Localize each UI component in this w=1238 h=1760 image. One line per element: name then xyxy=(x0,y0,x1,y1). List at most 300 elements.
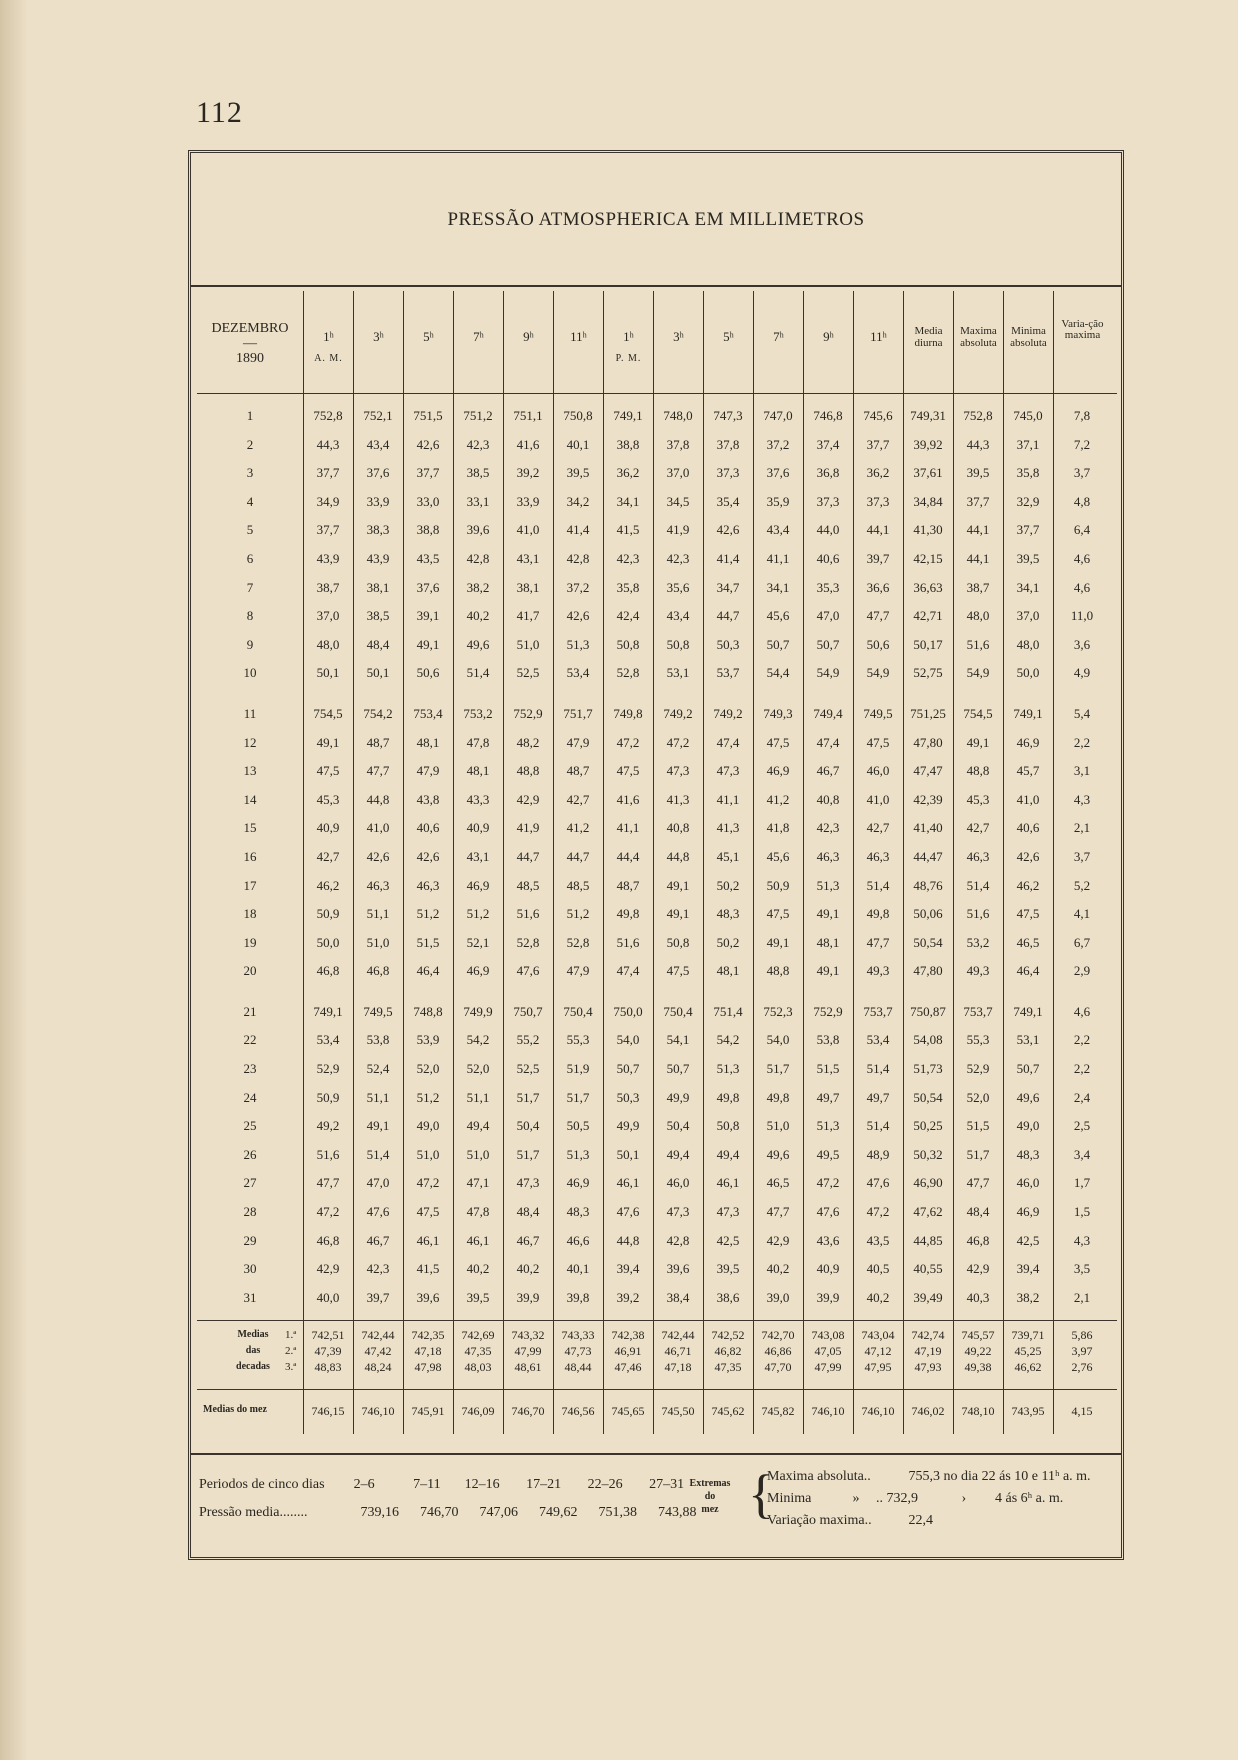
value-cell: 54,9 xyxy=(966,665,990,681)
value-cell: 40,6 xyxy=(416,820,440,836)
table-row xyxy=(197,1055,1117,1084)
pressure-row xyxy=(199,1505,714,1521)
table-row xyxy=(197,957,1117,986)
value-cell: 46,0 xyxy=(1016,1175,1040,1191)
decade-gap xyxy=(197,688,1117,700)
value-cell: 36,6 xyxy=(866,579,890,595)
value-cell: 4,9 xyxy=(1073,665,1091,681)
value-cell: 38,3 xyxy=(366,522,390,538)
value-cell: 753,2 xyxy=(463,705,493,721)
table-row xyxy=(197,631,1117,660)
value-cell: 49,8 xyxy=(716,1089,740,1105)
value-cell: 50,1 xyxy=(316,665,340,681)
value-cell: 46,9 xyxy=(1016,734,1040,750)
value-cell: 40,6 xyxy=(816,550,840,566)
value-cell: 39,5 xyxy=(1016,550,1040,566)
day-cell: 14 xyxy=(243,791,257,807)
value-cell: 4,1 xyxy=(1073,906,1091,922)
value-cell: 752,1 xyxy=(363,408,393,423)
extreme-max xyxy=(767,1467,1091,1487)
value-cell: 754,5 xyxy=(313,705,343,721)
value-cell: 48,3 xyxy=(716,906,740,922)
value-cell: 752,8 xyxy=(313,408,343,423)
value-cell: 39,5 xyxy=(566,465,590,481)
decade-average-value: 743,04 xyxy=(861,1328,895,1343)
value-cell: 49,7 xyxy=(866,1089,890,1105)
value-cell: 39,8 xyxy=(566,1289,590,1305)
value-cell: 54,1 xyxy=(666,1032,690,1048)
value-cell: 751,5 xyxy=(413,408,443,423)
value-cell: 46,8 xyxy=(316,963,340,979)
value-cell: 54,9 xyxy=(866,665,890,681)
header-hour-6-label: 11ʰ xyxy=(570,329,587,344)
value-cell: 50,6 xyxy=(866,636,890,652)
day-cell: 21 xyxy=(243,1003,257,1019)
value-cell: 43,9 xyxy=(316,550,340,566)
value-cell: 49,9 xyxy=(616,1118,640,1134)
value-cell: 2,1 xyxy=(1073,1289,1091,1305)
decade-average-value: 47,39 xyxy=(314,1344,342,1359)
value-cell: 36,2 xyxy=(866,465,890,481)
value-cell: 41,1 xyxy=(766,550,790,566)
day-cell: 18 xyxy=(243,906,257,922)
decade-average-value: 743,08 xyxy=(811,1328,845,1343)
value-cell: 50,54 xyxy=(913,1089,943,1105)
value-cell: 50,7 xyxy=(816,636,840,652)
value-cell: 40,2 xyxy=(516,1261,540,1277)
value-cell: 37,6 xyxy=(366,465,390,481)
value-cell: 39,7 xyxy=(366,1289,390,1305)
value-cell: 747,3 xyxy=(713,408,743,423)
column-rule xyxy=(653,394,654,1320)
value-cell: 44,1 xyxy=(966,550,990,566)
value-cell: 50,0 xyxy=(316,934,340,950)
value-cell: 47,2 xyxy=(816,1175,840,1191)
day-cell: 6 xyxy=(246,550,254,566)
value-cell: 39,49 xyxy=(913,1289,943,1305)
table-row xyxy=(197,516,1117,545)
pressure-5: 751,38 xyxy=(598,1505,637,1520)
monthly-average-value: 746,02 xyxy=(911,1404,945,1419)
decade-average-value: 743,32 xyxy=(511,1328,545,1343)
value-cell: 41,5 xyxy=(616,522,640,538)
day-cell: 31 xyxy=(243,1289,257,1305)
title-box xyxy=(191,153,1121,287)
value-cell: 50,3 xyxy=(716,636,740,652)
value-cell: 4,3 xyxy=(1073,1232,1091,1248)
header-month xyxy=(197,291,303,393)
value-cell: 749,1 xyxy=(313,1003,343,1019)
value-cell: 35,3 xyxy=(816,579,840,595)
value-cell: 51,3 xyxy=(816,877,840,893)
value-cell: 39,5 xyxy=(716,1261,740,1277)
day-cell: 27 xyxy=(243,1175,257,1191)
value-cell: 3,4 xyxy=(1073,1146,1091,1162)
value-cell: 34,84 xyxy=(913,493,943,509)
value-cell: 34,1 xyxy=(766,579,790,595)
table-row xyxy=(197,757,1117,786)
value-cell: 52,4 xyxy=(366,1061,390,1077)
column-rule xyxy=(903,394,904,1320)
value-cell: 37,0 xyxy=(1016,608,1040,624)
header-hour-8 xyxy=(653,291,703,393)
value-cell: 745,0 xyxy=(1013,408,1043,423)
value-cell: 55,3 xyxy=(966,1032,990,1048)
value-cell: 51,3 xyxy=(566,636,590,652)
column-rule xyxy=(353,1390,354,1434)
value-cell: 2,5 xyxy=(1073,1118,1091,1134)
value-cell: 47,3 xyxy=(716,1204,740,1220)
value-cell: 53,8 xyxy=(816,1032,840,1048)
decade-average-value: 48,61 xyxy=(514,1360,542,1375)
value-cell: 49,4 xyxy=(666,1146,690,1162)
table-row xyxy=(197,786,1117,815)
value-cell: 4,8 xyxy=(1073,493,1091,509)
value-cell: 44,8 xyxy=(666,848,690,864)
decade-average-value: 742,69 xyxy=(461,1328,495,1343)
monthly-average-value: 746,10 xyxy=(861,1404,895,1419)
value-cell: 753,4 xyxy=(413,705,443,721)
value-cell: 752,9 xyxy=(813,1003,843,1019)
value-cell: 37,7 xyxy=(866,436,890,452)
value-cell: 46,3 xyxy=(366,877,390,893)
decade-average-column xyxy=(853,1327,903,1375)
value-cell: 41,0 xyxy=(516,522,540,538)
value-cell: 51,3 xyxy=(816,1118,840,1134)
value-cell: 49,8 xyxy=(766,1089,790,1105)
value-cell: 54,9 xyxy=(816,665,840,681)
value-cell: 37,3 xyxy=(716,465,740,481)
column-rule xyxy=(953,394,954,1320)
value-cell: 48,0 xyxy=(1016,636,1040,652)
day-cell: 9 xyxy=(246,636,254,652)
value-cell: 39,1 xyxy=(416,608,440,624)
value-cell: 50,32 xyxy=(913,1146,943,1162)
value-cell: 46,7 xyxy=(516,1232,540,1248)
decade-average-value: 742,38 xyxy=(611,1328,645,1343)
value-cell: 749,1 xyxy=(1013,705,1043,721)
value-cell: 39,9 xyxy=(516,1289,540,1305)
day-cell: 13 xyxy=(243,763,257,779)
value-cell: 41,0 xyxy=(366,820,390,836)
column-rule xyxy=(703,1321,704,1389)
value-cell: 48,7 xyxy=(566,763,590,779)
value-cell: 48,3 xyxy=(566,1204,590,1220)
decade-average-value: 47,35 xyxy=(464,1344,492,1359)
value-cell: 52,8 xyxy=(566,934,590,950)
header-hour-1-period: A. M. xyxy=(314,353,343,364)
header-hour-9-label: 5ʰ xyxy=(723,329,734,344)
value-cell: 749,1 xyxy=(1013,1003,1043,1019)
value-cell: 42,9 xyxy=(316,1261,340,1277)
value-cell: 51,6 xyxy=(616,934,640,950)
value-cell: 52,0 xyxy=(416,1061,440,1077)
max-value: 755,3 no dia 22 ás 10 e 11ʰ a. m. xyxy=(908,1469,1091,1484)
value-cell: 47,7 xyxy=(866,608,890,624)
decade-average-column xyxy=(753,1327,803,1375)
value-cell: 51,1 xyxy=(366,906,390,922)
value-cell: 32,9 xyxy=(1016,493,1040,509)
value-cell: 53,4 xyxy=(566,665,590,681)
value-cell: 40,8 xyxy=(816,791,840,807)
value-cell: 48,8 xyxy=(516,763,540,779)
decade-average-value: 47,05 xyxy=(814,1344,842,1359)
value-cell: 51,3 xyxy=(566,1146,590,1162)
value-cell: 34,9 xyxy=(316,493,340,509)
value-cell: 41,4 xyxy=(716,550,740,566)
value-cell: 749,31 xyxy=(910,408,946,423)
monthly-average-value: 746,15 xyxy=(311,1404,345,1419)
value-cell: 47,7 xyxy=(966,1175,990,1191)
value-cell: 52,9 xyxy=(966,1061,990,1077)
value-cell: 46,3 xyxy=(416,877,440,893)
day-cell: 24 xyxy=(243,1089,257,1105)
value-cell: 34,5 xyxy=(666,493,690,509)
value-cell: 37,7 xyxy=(316,522,340,538)
header-hour-5 xyxy=(503,291,553,393)
decade-average-value: 48,24 xyxy=(364,1360,392,1375)
table-row xyxy=(197,872,1117,901)
value-cell: 40,1 xyxy=(566,436,590,452)
value-cell: 47,5 xyxy=(416,1204,440,1220)
value-cell: 51,6 xyxy=(516,906,540,922)
decade-average-column xyxy=(1053,1327,1111,1375)
day-cell: 8 xyxy=(246,608,254,624)
decade-average-value: 46,62 xyxy=(1014,1360,1042,1375)
value-cell: 33,0 xyxy=(416,493,440,509)
column-rule xyxy=(303,1390,304,1434)
decade-average-value: 743,33 xyxy=(561,1328,595,1343)
value-cell: 42,9 xyxy=(766,1232,790,1248)
decade-average-value: 47,19 xyxy=(914,1344,942,1359)
value-cell: 49,0 xyxy=(416,1118,440,1134)
value-cell: 42,6 xyxy=(1016,848,1040,864)
value-cell: 39,6 xyxy=(416,1289,440,1305)
value-cell: 39,5 xyxy=(966,465,990,481)
value-cell: 38,8 xyxy=(616,436,640,452)
value-cell: 50,17 xyxy=(913,636,943,652)
decade-average-value: 47,35 xyxy=(714,1360,742,1375)
value-cell: 41,30 xyxy=(913,522,943,538)
value-cell: 42,6 xyxy=(366,848,390,864)
monthly-average-value: 745,62 xyxy=(711,1404,745,1419)
column-rule xyxy=(1053,1321,1054,1389)
value-cell: 38,7 xyxy=(966,579,990,595)
value-cell: 51,4 xyxy=(366,1146,390,1162)
value-cell: 49,1 xyxy=(366,1118,390,1134)
value-cell: 745,6 xyxy=(863,408,893,423)
value-cell: 48,1 xyxy=(716,963,740,979)
value-cell: 749,9 xyxy=(463,1003,493,1019)
value-cell: 46,3 xyxy=(966,848,990,864)
table-row xyxy=(197,929,1117,958)
value-cell: 47,6 xyxy=(866,1175,890,1191)
value-cell: 53,7 xyxy=(716,665,740,681)
value-cell: 39,6 xyxy=(666,1261,690,1277)
value-cell: 33,1 xyxy=(466,493,490,509)
decade-average-value: 45,25 xyxy=(1014,1344,1042,1359)
value-cell: 3,5 xyxy=(1073,1261,1091,1277)
decade-average-column xyxy=(553,1327,603,1375)
value-cell: 52,0 xyxy=(466,1061,490,1077)
header-month-line: DEZEMBRO xyxy=(211,321,289,336)
value-cell: 43,9 xyxy=(366,550,390,566)
extremes-word: Extremas xyxy=(689,1478,731,1489)
value-cell: 749,2 xyxy=(713,705,743,721)
day-cell: 7 xyxy=(246,579,254,595)
value-cell: 1,7 xyxy=(1073,1175,1091,1191)
value-cell: 51,9 xyxy=(566,1061,590,1077)
column-rule xyxy=(503,1390,504,1434)
value-cell: 48,76 xyxy=(913,877,943,893)
decade-average-column xyxy=(403,1327,453,1375)
value-cell: 39,7 xyxy=(866,550,890,566)
value-cell: 46,7 xyxy=(366,1232,390,1248)
value-cell: 43,3 xyxy=(466,791,490,807)
value-cell: 752,9 xyxy=(513,705,543,721)
header-hour-11-label: 9ʰ xyxy=(823,329,834,344)
value-cell: 51,4 xyxy=(966,877,990,893)
decade-average-value: 47,95 xyxy=(864,1360,892,1375)
value-cell: 754,2 xyxy=(363,705,393,721)
value-cell: 1,5 xyxy=(1073,1204,1091,1220)
column-rule xyxy=(803,1390,804,1434)
value-cell: 41,0 xyxy=(1016,791,1040,807)
value-cell: 38,7 xyxy=(316,579,340,595)
value-cell: 47,3 xyxy=(666,763,690,779)
value-cell: 750,0 xyxy=(613,1003,643,1019)
value-cell: 44,7 xyxy=(716,608,740,624)
pressure-table xyxy=(197,291,1117,1434)
value-cell: 46,8 xyxy=(366,963,390,979)
header-variacao xyxy=(1053,291,1111,393)
value-cell: 53,1 xyxy=(666,665,690,681)
column-rule xyxy=(1053,394,1054,1320)
period-3: 12–16 xyxy=(464,1477,500,1492)
value-cell: 750,87 xyxy=(910,1003,946,1019)
value-cell: 46,9 xyxy=(566,1175,590,1191)
value-cell: 50,8 xyxy=(666,934,690,950)
period-4: 17–21 xyxy=(526,1477,562,1492)
extremes-do: do xyxy=(704,1491,716,1502)
value-cell: 42,15 xyxy=(913,550,943,566)
day-cell: 28 xyxy=(243,1204,257,1220)
value-cell: 51,2 xyxy=(416,906,440,922)
value-cell: 47,4 xyxy=(816,734,840,750)
value-cell: 54,2 xyxy=(716,1032,740,1048)
value-cell: 37,3 xyxy=(816,493,840,509)
value-cell: 50,7 xyxy=(616,1061,640,1077)
value-cell: 48,8 xyxy=(966,763,990,779)
value-cell: 752,3 xyxy=(763,1003,793,1019)
value-cell: 40,0 xyxy=(316,1289,340,1305)
table-row xyxy=(197,1141,1117,1170)
value-cell: 47,6 xyxy=(366,1204,390,1220)
decade-average-value: 47,98 xyxy=(414,1360,442,1375)
value-cell: 47,7 xyxy=(366,763,390,779)
value-cell: 3,1 xyxy=(1073,763,1091,779)
value-cell: 2,9 xyxy=(1073,963,1091,979)
column-rule xyxy=(1003,1321,1004,1389)
pressure-4: 749,62 xyxy=(539,1505,578,1520)
value-cell: 49,1 xyxy=(416,636,440,652)
value-cell: 41,3 xyxy=(716,820,740,836)
decade-average-column xyxy=(803,1327,853,1375)
min-value: .. 732,9 xyxy=(876,1491,918,1506)
header-hour-4-label: 7ʰ xyxy=(473,329,484,344)
column-rule xyxy=(953,1390,954,1434)
value-cell: 43,1 xyxy=(516,550,540,566)
value-cell: 33,9 xyxy=(516,493,540,509)
value-cell: 40,9 xyxy=(466,820,490,836)
value-cell: 52,9 xyxy=(316,1061,340,1077)
column-rule xyxy=(603,394,604,1320)
value-cell: 55,3 xyxy=(566,1032,590,1048)
header-hour-2-label: 3ʰ xyxy=(373,329,384,344)
value-cell: 44,1 xyxy=(866,522,890,538)
value-cell: 47,9 xyxy=(566,734,590,750)
value-cell: 41,4 xyxy=(566,522,590,538)
value-cell: 47,47 xyxy=(913,763,943,779)
value-cell: 52,0 xyxy=(966,1089,990,1105)
column-rule xyxy=(353,1321,354,1389)
value-cell: 37,6 xyxy=(766,465,790,481)
value-cell: 37,4 xyxy=(816,436,840,452)
value-cell: 38,2 xyxy=(1016,1289,1040,1305)
value-cell: 3,6 xyxy=(1073,636,1091,652)
value-cell: 51,5 xyxy=(966,1118,990,1134)
header-minima xyxy=(1003,291,1053,393)
value-cell: 748,8 xyxy=(413,1003,443,1019)
column-rule xyxy=(703,394,704,1320)
decade-average-value: 742,35 xyxy=(411,1328,445,1343)
value-cell: 35,9 xyxy=(766,493,790,509)
value-cell: 37,0 xyxy=(316,608,340,624)
value-cell: 35,6 xyxy=(666,579,690,595)
value-cell: 751,1 xyxy=(513,408,543,423)
header-hour-3-label: 5ʰ xyxy=(423,329,434,344)
value-cell: 49,6 xyxy=(766,1146,790,1162)
value-cell: 750,4 xyxy=(663,1003,693,1019)
monthly-average-value: 746,10 xyxy=(811,1404,845,1419)
value-cell: 50,2 xyxy=(716,877,740,893)
value-cell: 47,7 xyxy=(766,1204,790,1220)
value-cell: 53,9 xyxy=(416,1032,440,1048)
decade-average-value: 742,44 xyxy=(361,1328,395,1343)
value-cell: 41,9 xyxy=(666,522,690,538)
value-cell: 50,7 xyxy=(766,636,790,652)
value-cell: 50,06 xyxy=(913,906,943,922)
decade-average-value: 745,57 xyxy=(961,1328,995,1343)
value-cell: 42,6 xyxy=(416,848,440,864)
value-cell: 42,8 xyxy=(566,550,590,566)
column-rule xyxy=(403,1321,404,1389)
table-row xyxy=(197,488,1117,517)
decade-average-value: 2,76 xyxy=(1071,1360,1093,1375)
value-cell: 46,9 xyxy=(1016,1204,1040,1220)
day-cell: 30 xyxy=(243,1261,257,1277)
value-cell: 51,0 xyxy=(516,636,540,652)
value-cell: 50,5 xyxy=(566,1118,590,1134)
value-cell: 751,25 xyxy=(910,705,946,721)
value-cell: 749,1 xyxy=(613,408,643,423)
column-rule xyxy=(853,1390,854,1434)
value-cell: 51,4 xyxy=(866,1118,890,1134)
value-cell: 46,0 xyxy=(666,1175,690,1191)
day-cell: 11 xyxy=(243,705,257,721)
decade-average-value: 742,44 xyxy=(661,1328,695,1343)
table-row xyxy=(197,545,1117,574)
